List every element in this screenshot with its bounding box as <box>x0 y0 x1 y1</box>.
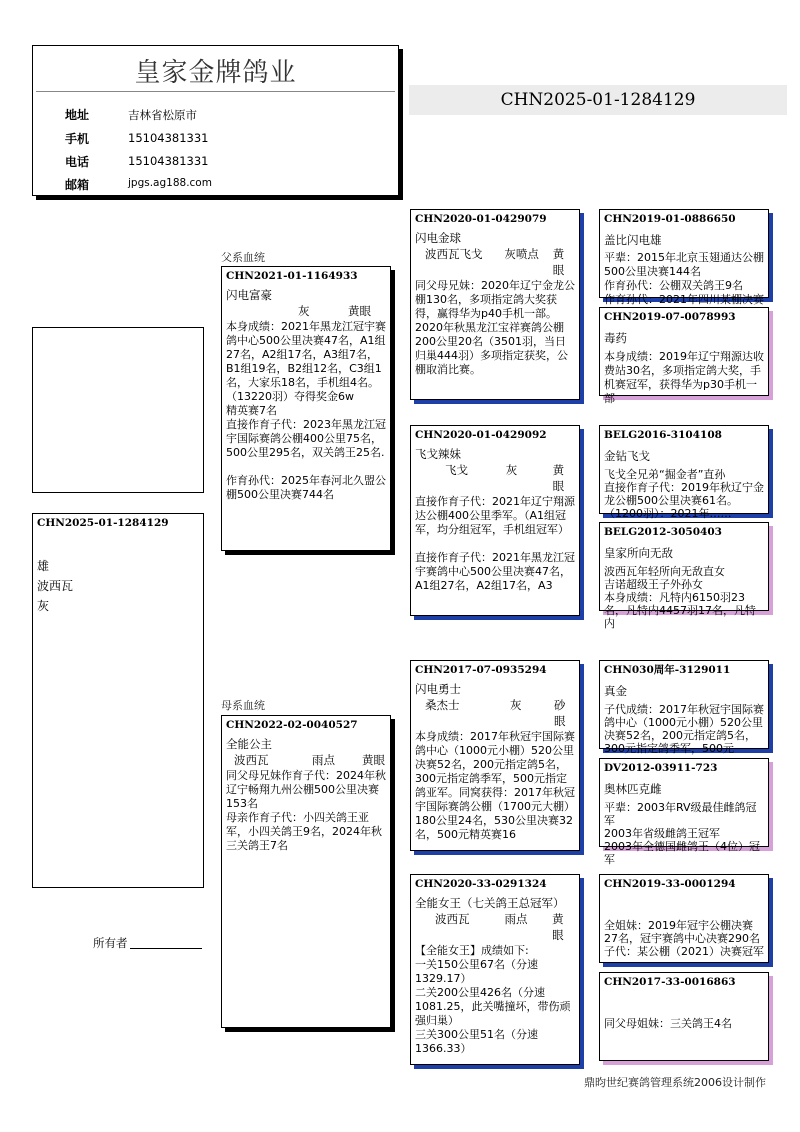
dam-sire-card <box>410 660 580 851</box>
sire-sire-card <box>410 209 580 400</box>
sdd-card <box>599 522 769 630</box>
sss-notes: 平辈：2015年北京玉翅通达公棚500公里决赛144名 作育孙代：公棚双关鸽王9名 作育孙代：2021年四川某棚决赛 <box>604 251 764 306</box>
footer-credit: 鼎昀世纪赛鸽管理系统2006设计制作 <box>584 1076 766 1089</box>
dam-notes: 同父母兄妹作育子代：2024年秋辽宁畅翔九州公棚500公里决赛153名 母亲作育子代：小四关鸽王亚军，小四关鸽王9名，2024年秋三关鸽王7名 <box>226 769 386 852</box>
ssd-name: 毒药 <box>604 331 627 345</box>
sds-name: 金钻飞戈 <box>604 449 650 463</box>
subject-ring: CHN2025-01-1284129 <box>37 517 169 529</box>
subject-eye: 灰 <box>37 599 50 613</box>
dss-card <box>599 660 769 755</box>
ddd-notes: 同父母姐妹：三关鸽王4名 <box>604 1017 732 1030</box>
sss-card <box>599 209 769 306</box>
address-label: 地址 <box>65 108 90 122</box>
dam-sire-name: 闪电勇士 <box>415 682 461 696</box>
sds-notes: 飞戈全兄弟“掘金者”直孙 直接作育子代：2019年秋辽宁金龙公棚500公里决赛61名。 （1200羽）：2021年…… <box>604 468 764 520</box>
dam-sire-color: 桑杰士 <box>425 698 460 712</box>
ddd-ring: CHN2017-33-0016863 <box>604 976 736 988</box>
email-label: 邮箱 <box>65 178 90 192</box>
sire-color <box>226 303 298 319</box>
dam-dam-name: 全能女王（七关鸽王总冠军） <box>415 896 565 910</box>
dam-pattern: 雨点 <box>312 753 335 767</box>
dam-sire-attrs <box>411 697 579 729</box>
owner-label: 所有者 <box>93 936 128 950</box>
dsd-card <box>599 758 769 866</box>
sire-dam-ring: CHN2020-01-0429092 <box>415 429 547 441</box>
mobile-label: 手机 <box>65 132 90 146</box>
sire-sire-name: 闪电金球 <box>415 231 461 245</box>
dam-dam-pattern: 雨点 <box>504 912 528 926</box>
dds-notes: 全姐妹：2019年冠宇公棚决赛27名，冠宇赛鸽中心决赛290名 子代：某公棚（2021）决赛冠军 <box>604 919 764 958</box>
dam-dam-attrs <box>411 911 579 943</box>
ring-banner <box>409 85 787 115</box>
dam-dam-notes: 【全能女王】成绩如下: 一关150公里67名（分速1329.17） 二关200公里426名（分速1081.25，此关嘴撞坏，带伤顽强归巢） 三关300公里51名（分速1366.33） <box>415 944 571 1055</box>
dsd-ring: DV2012-03911-723 <box>604 762 718 774</box>
dds-name <box>600 893 768 913</box>
owner-line <box>130 948 202 949</box>
sire-dam-pattern: 灰 <box>505 463 518 477</box>
sire-pattern: 灰 <box>298 304 310 318</box>
sire-sire-pattern: 灰喷点 <box>504 247 539 261</box>
sire-dam-name: 飞戈辣妹 <box>415 447 461 461</box>
subject-color: 波西瓦 <box>37 579 74 593</box>
dam-ring: CHN2022-02-0040527 <box>226 719 358 731</box>
ssd-ring: CHN2019-07-0078993 <box>604 311 736 323</box>
sire-notes: 本身成绩：2021年黑龙江冠宇赛鸽中心500公里决赛47名，A1组27名，A2组17名，A3组7名，B1组19名，B2组12名，C3组1名，大家乐18名，手机组4名。（13220羽）夺得奖金6w 精英赛7名 直接作育子代：2023年黑龙江冠宇国际赛鸽公棚400公里75名，500公里295名，双关鸽王25名. 作育孙代：2025年春河北久盟公棚500公里决赛744名 <box>226 320 386 501</box>
ddd-card <box>599 972 769 1061</box>
pigeon-photo-frame <box>32 327 204 493</box>
dam-line-label: 母系血统 <box>221 699 265 712</box>
sire-dam-color: 飞戈 <box>445 463 468 477</box>
ring-banner-text: CHN2025-01-1284129 <box>500 90 696 110</box>
dam-color: 波西瓦 <box>234 753 269 767</box>
sire-attrs <box>222 303 390 319</box>
subject-sex: 雄 <box>37 559 50 573</box>
sire-card <box>221 266 391 551</box>
dam-eye: 黄眼 <box>362 753 385 767</box>
email-value: jpgs.ag188.com <box>128 177 212 189</box>
ssd-notes: 本身成绩：2019年辽宁翔源达收费站30名，多项指定鸽大奖，手机赛冠军，获得华为p30手机一部 <box>604 350 764 405</box>
dam-sire-notes: 本身成绩：2017年秋冠宇国际赛鸽中心（1000元小棚）520公里决赛52名，200元指定鸽5名，300元指定鸽季军，500元指定鸽亚军。同窝获得：2017年秋冠宇国际赛鸽公棚（1700元大棚）180公里24名，530公里决赛32名，500元精英赛16 <box>415 730 575 841</box>
dam-sire-pattern: 灰 <box>510 698 522 712</box>
dss-name: 真金 <box>604 684 627 698</box>
dam-dam-ring: CHN2020-33-0291324 <box>415 878 547 890</box>
sire-eye: 黄眼 <box>348 304 371 318</box>
phone-value: 15104381331 <box>128 154 209 168</box>
dam-name: 全能公主 <box>226 737 272 751</box>
dam-sire-ring: CHN2017-07-0935294 <box>415 664 547 676</box>
sds-card <box>599 425 769 520</box>
dsd-notes: 平辈：2003年RV级最佳雌鸽冠军 2003年省级雌鸽王冠军 2003年全德国雌鸽王（4位）冠军 <box>604 801 760 866</box>
header-box <box>32 45 399 196</box>
sdd-ring: BELG2012-3050403 <box>604 526 722 538</box>
sire-line-label: 父系血统 <box>221 251 265 264</box>
sdd-notes: 波西瓦年轻所向无敌直女 吉诺超级王子外孙女 本身成绩：凡特内6150羽23名，凡特内4457羽17名，凡特内 <box>604 565 756 630</box>
dds-ring: CHN2019-33-0001294 <box>604 878 736 890</box>
dam-dam-card <box>410 874 580 1065</box>
dam-dam-eye: 黄眼 <box>552 912 564 942</box>
dam-card <box>221 715 391 1028</box>
sss-ring: CHN2019-01-0886650 <box>604 213 736 225</box>
sire-dam-eye: 黄眼 <box>552 463 565 493</box>
mobile-value: 15104381331 <box>128 131 209 145</box>
sire-sire-attrs <box>411 246 579 278</box>
header-divider <box>36 91 395 92</box>
sire-sire-eye: 黄眼 <box>552 247 565 277</box>
address-value: 吉林省松原市 <box>128 108 197 122</box>
dsd-name: 奥林匹克雌 <box>604 782 662 796</box>
sire-sire-color: 波西瓦飞戈 <box>425 247 483 261</box>
ddd-name <box>600 991 768 1011</box>
sss-name: 盖比闪电雄 <box>604 233 662 247</box>
sire-dam-notes: 直接作育子代：2021年辽宁翔源达公棚400公里季军。（A1组冠军，均分组冠军，手机组冠军） 直接作育子代：2021年黑龙江冠宇赛鸽中心500公里决赛47名，A1组27名，A2组17名，A3 <box>415 495 575 592</box>
dss-notes: 子代成绩：2017年秋冠宇国际赛鸽中心（1000元小棚）520公里决赛52名，200元指定鸽5名，300元指定鸽季军，500元 <box>604 703 764 755</box>
sire-dam-attrs <box>411 462 579 494</box>
sdd-name: 皇家所向无敌 <box>604 546 673 560</box>
sire-dam-card <box>410 425 580 616</box>
dds-card <box>599 874 769 963</box>
dam-sire-eye: 砂眼 <box>553 698 566 728</box>
kennel-title: 皇家金牌鸽业 <box>134 58 297 88</box>
subject-box <box>32 513 204 888</box>
sire-ring: CHN2021-01-1164933 <box>226 270 358 282</box>
sire-sire-notes: 同父母兄妹：2020年辽宁金龙公棚130名，多项指定鸽大奖获得，赢得华为p40手机一部。 2020年秋黑龙江宝祥赛鸽公棚200公里20名（3501羽，当日归巢444羽）多项指定获奖，公棚取消比赛。 <box>415 279 575 376</box>
phone-label: 电话 <box>65 155 90 169</box>
sire-name: 闪电富豪 <box>226 288 272 302</box>
sds-ring: BELG2016-3104108 <box>604 429 722 441</box>
dam-dam-color: 波西瓦 <box>435 912 470 926</box>
dam-attrs <box>222 752 390 768</box>
ssd-card <box>599 307 769 405</box>
dss-ring: CHN030周年-3129011 <box>604 664 731 676</box>
sire-sire-ring: CHN2020-01-0429079 <box>415 213 547 225</box>
